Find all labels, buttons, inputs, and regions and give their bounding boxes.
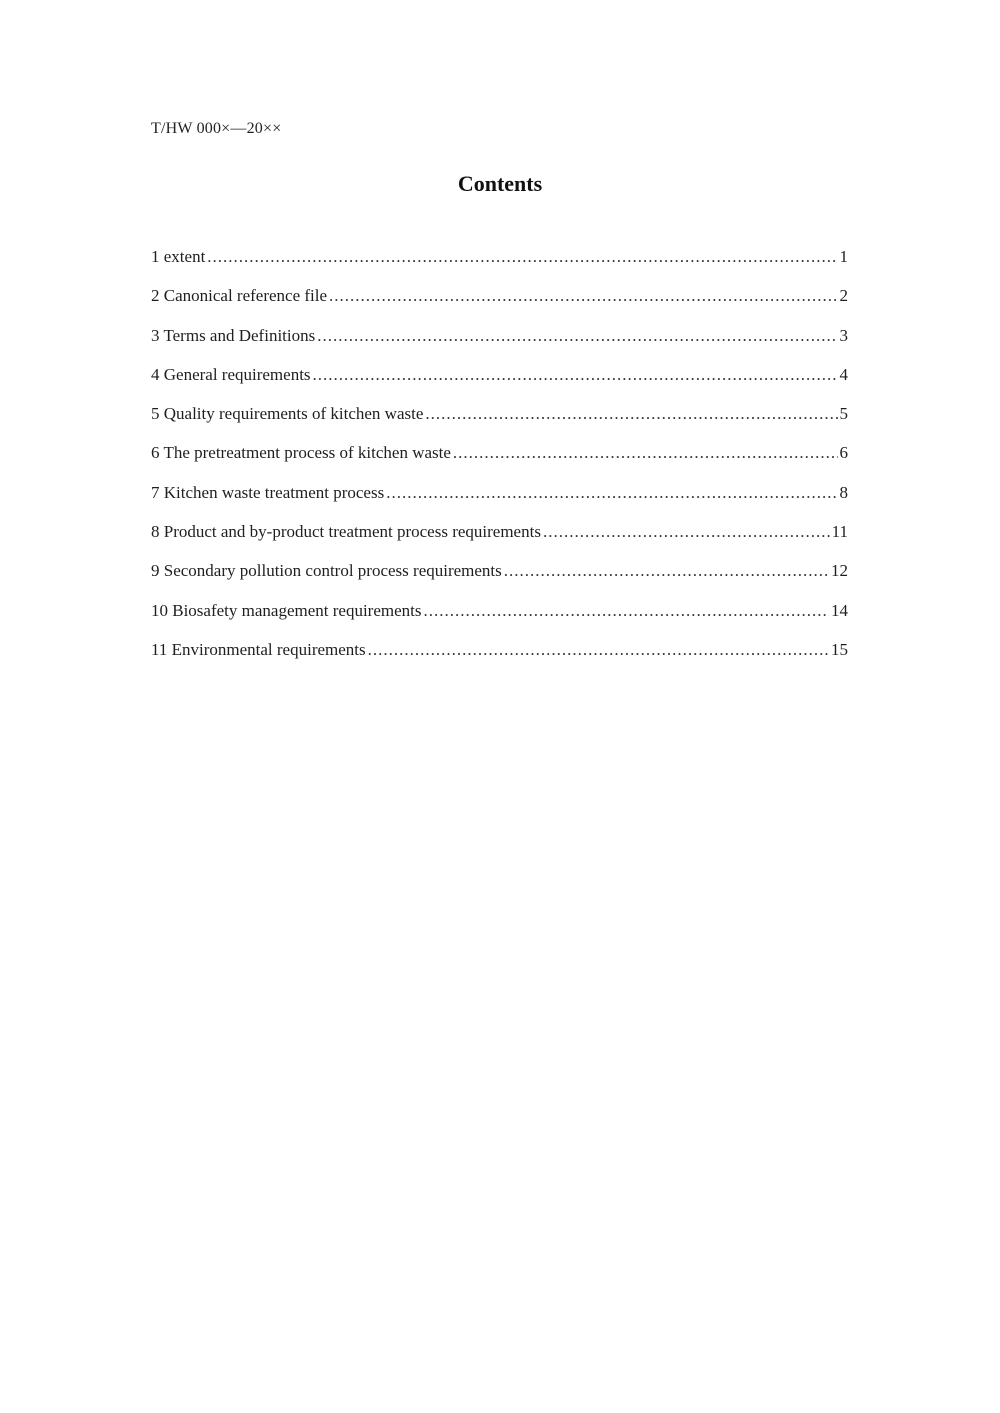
toc-entry-page: 8 (839, 482, 848, 502)
toc-entry[interactable] (151, 560, 848, 599)
toc-entry-label: 6 The pretreatment process of kitchen waste (151, 443, 451, 463)
toc-leader-dots (386, 482, 837, 504)
toc-entry-label: 4 General requirements (151, 364, 311, 384)
toc-leader-dots (543, 521, 830, 543)
toc-entry-page: 3 (839, 325, 848, 345)
toc-entry-page: 12 (831, 561, 848, 581)
toc-leader-dots (504, 560, 829, 582)
toc-entry[interactable] (151, 600, 848, 639)
toc-entry[interactable] (151, 482, 848, 521)
toc-leader-dots (317, 325, 837, 347)
toc-entry[interactable] (151, 442, 848, 481)
toc-entry[interactable] (151, 325, 848, 364)
toc-entry-page: 5 (839, 404, 848, 424)
toc-entry-page: 1 (839, 247, 848, 266)
toc-leader-dots (424, 600, 830, 622)
toc-entry-page: 6 (839, 443, 848, 463)
toc-entry[interactable] (151, 246, 848, 285)
toc-leader-dots (368, 639, 829, 661)
toc-leader-dots (313, 364, 838, 386)
toc-entry[interactable] (151, 521, 848, 560)
toc-entry-label: 11 Environmental requirements (151, 639, 366, 659)
toc-entry-label: 5 Quality requirements of kitchen waste (151, 404, 424, 424)
toc-entry[interactable] (151, 285, 848, 324)
toc-leader-dots (329, 285, 837, 307)
toc-entry[interactable] (151, 403, 848, 442)
toc-entry-page: 11 (831, 522, 848, 542)
toc-entry-label: 7 Kitchen waste treatment process (151, 482, 385, 502)
toc-leader-dots (425, 403, 837, 425)
toc-entry[interactable] (151, 364, 848, 403)
toc-entry-label: 2 Canonical reference file (151, 286, 328, 306)
toc-entry[interactable] (151, 639, 848, 678)
table-of-contents (151, 246, 848, 678)
toc-entry-label: 10 Biosafety management requirements (151, 600, 422, 620)
toc-leader-dots (453, 442, 838, 464)
toc-entry-label: 8 Product and by-product treatment process requirements (151, 522, 541, 542)
toc-entry-page: 14 (831, 600, 848, 620)
toc-leader-dots (207, 246, 837, 268)
toc-entry-label: 9 Secondary pollution control process requirements (151, 561, 502, 581)
toc-entry-label: 3 Terms and Definitions (151, 325, 316, 345)
toc-entry-page: 15 (831, 639, 848, 659)
document-code: T/HW 000×—20×× (151, 120, 282, 137)
toc-entry-label: 1 extent (151, 247, 206, 266)
page-title: Contents (457, 171, 543, 196)
toc-entry-page: 4 (839, 364, 848, 384)
toc-entry-page: 2 (839, 286, 848, 306)
